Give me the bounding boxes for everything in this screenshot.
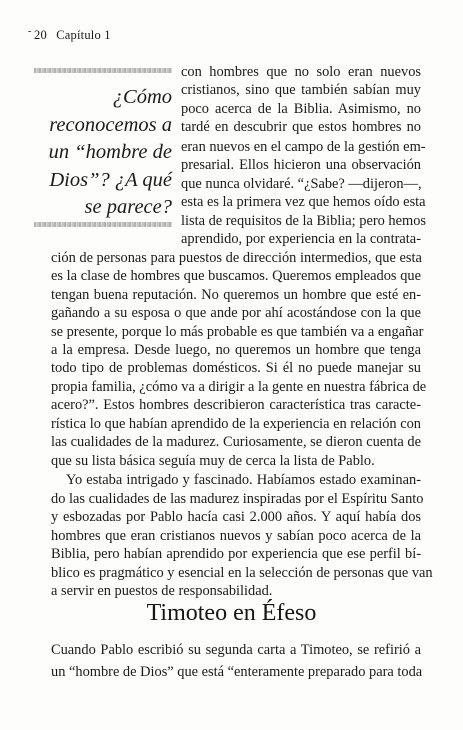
text-line: poco acerca de la Biblia. Asimismo, no (181, 101, 421, 117)
text-line: Yo estaba intrigado y fascinado. Habíamos estado examinan- (66, 472, 421, 488)
pullquote-bottom-rule (34, 222, 172, 227)
text-line: cristianos, sino que también sabían muy (181, 82, 421, 98)
chapter-title: Capítulo 1 (56, 28, 111, 42)
text-line: con hombres que no solo eran nuevos (181, 64, 421, 80)
text-line: acero?”. Estos hombres describieron característica tras caracte- (51, 397, 421, 413)
text-line: y esbozadas por Pablo hacía casi 2.000 años. Y aquí había dos (51, 509, 421, 525)
text-line: aprendido, por experiencia en la contrata- (181, 231, 421, 247)
text-line: es la clase de hombres que buscamos. Queremos empleados que (51, 268, 421, 284)
text-line: un “hombre de Dios” que está “enteramente preparado para toda (51, 664, 423, 680)
text-line: propia familia, ¿cómo va a dirigir a la gente en nuestra fábrica de (51, 379, 427, 395)
text-line: hombres que eran cristianos nuevos y sabían poco acerca de la (51, 528, 421, 544)
text-line: presarial. Ellos hicieron una observación (181, 157, 421, 173)
pullquote-top-rule (34, 68, 172, 73)
page-tick-mark: - (28, 26, 32, 37)
section-heading: Timoteo en Éfeso (146, 600, 317, 626)
text-line: que su lista básica seguía muy de cerca la lista de Pablo. (51, 453, 375, 469)
text-line: lista de requisitos de la Biblia; pero hemos (181, 213, 426, 229)
text-line: todo tipo de problemas domésticos. Si él no puede manejar su (51, 360, 421, 376)
running-header (28, 26, 111, 43)
text-line: esta es la primera vez que hemos oído esta (181, 194, 426, 210)
text-line: Biblia, pero habían aprendido por experiencia que ese perfil bí- (51, 546, 421, 562)
text-line: tardé en descubrir que estos hombres no (181, 119, 421, 135)
text-line: do las cualidades de las madurez inspiradas por el Espíritu Santo (51, 491, 424, 507)
text-line: las cualidades de la madurez. Curiosamente, se dieron cuenta de (51, 434, 421, 450)
text-line: a la empresa. Desde luego, no queremos un hombre que tenga (51, 342, 421, 358)
text-line: Cuando Pablo escribió su segunda carta a Timoteo, se refirió a (51, 642, 421, 658)
text-line: se presente, porque lo más probable es que también va a engañar (51, 324, 424, 340)
text-line: eran nuevos en el campo de la gestión em- (181, 139, 426, 155)
text-line: ción de personas para puestos de dirección intermedios, que esta (51, 250, 422, 266)
text-line: tengan buena reputación. No queremos un hombre que esté en- (51, 287, 421, 303)
text-line: que nunca olvidaré. “¿Sabe? —dijeron—, (181, 176, 422, 192)
text-line: a servir en puestos de responsabilidad. (51, 583, 273, 599)
text-line: blico es pragmático y esencial en la selección de personas que van (51, 565, 433, 581)
pullquote: ¿Cómo reconocemos a un “hombre de Dios”? ¿A qué se parece? (48, 86, 172, 219)
text-line: gañando a su esposa o que ande por ahí acostándose con la que (51, 305, 421, 321)
text-line: rística lo que habían aprendido de la experiencia en relación con (51, 416, 421, 432)
page-number: 20 (34, 28, 47, 42)
